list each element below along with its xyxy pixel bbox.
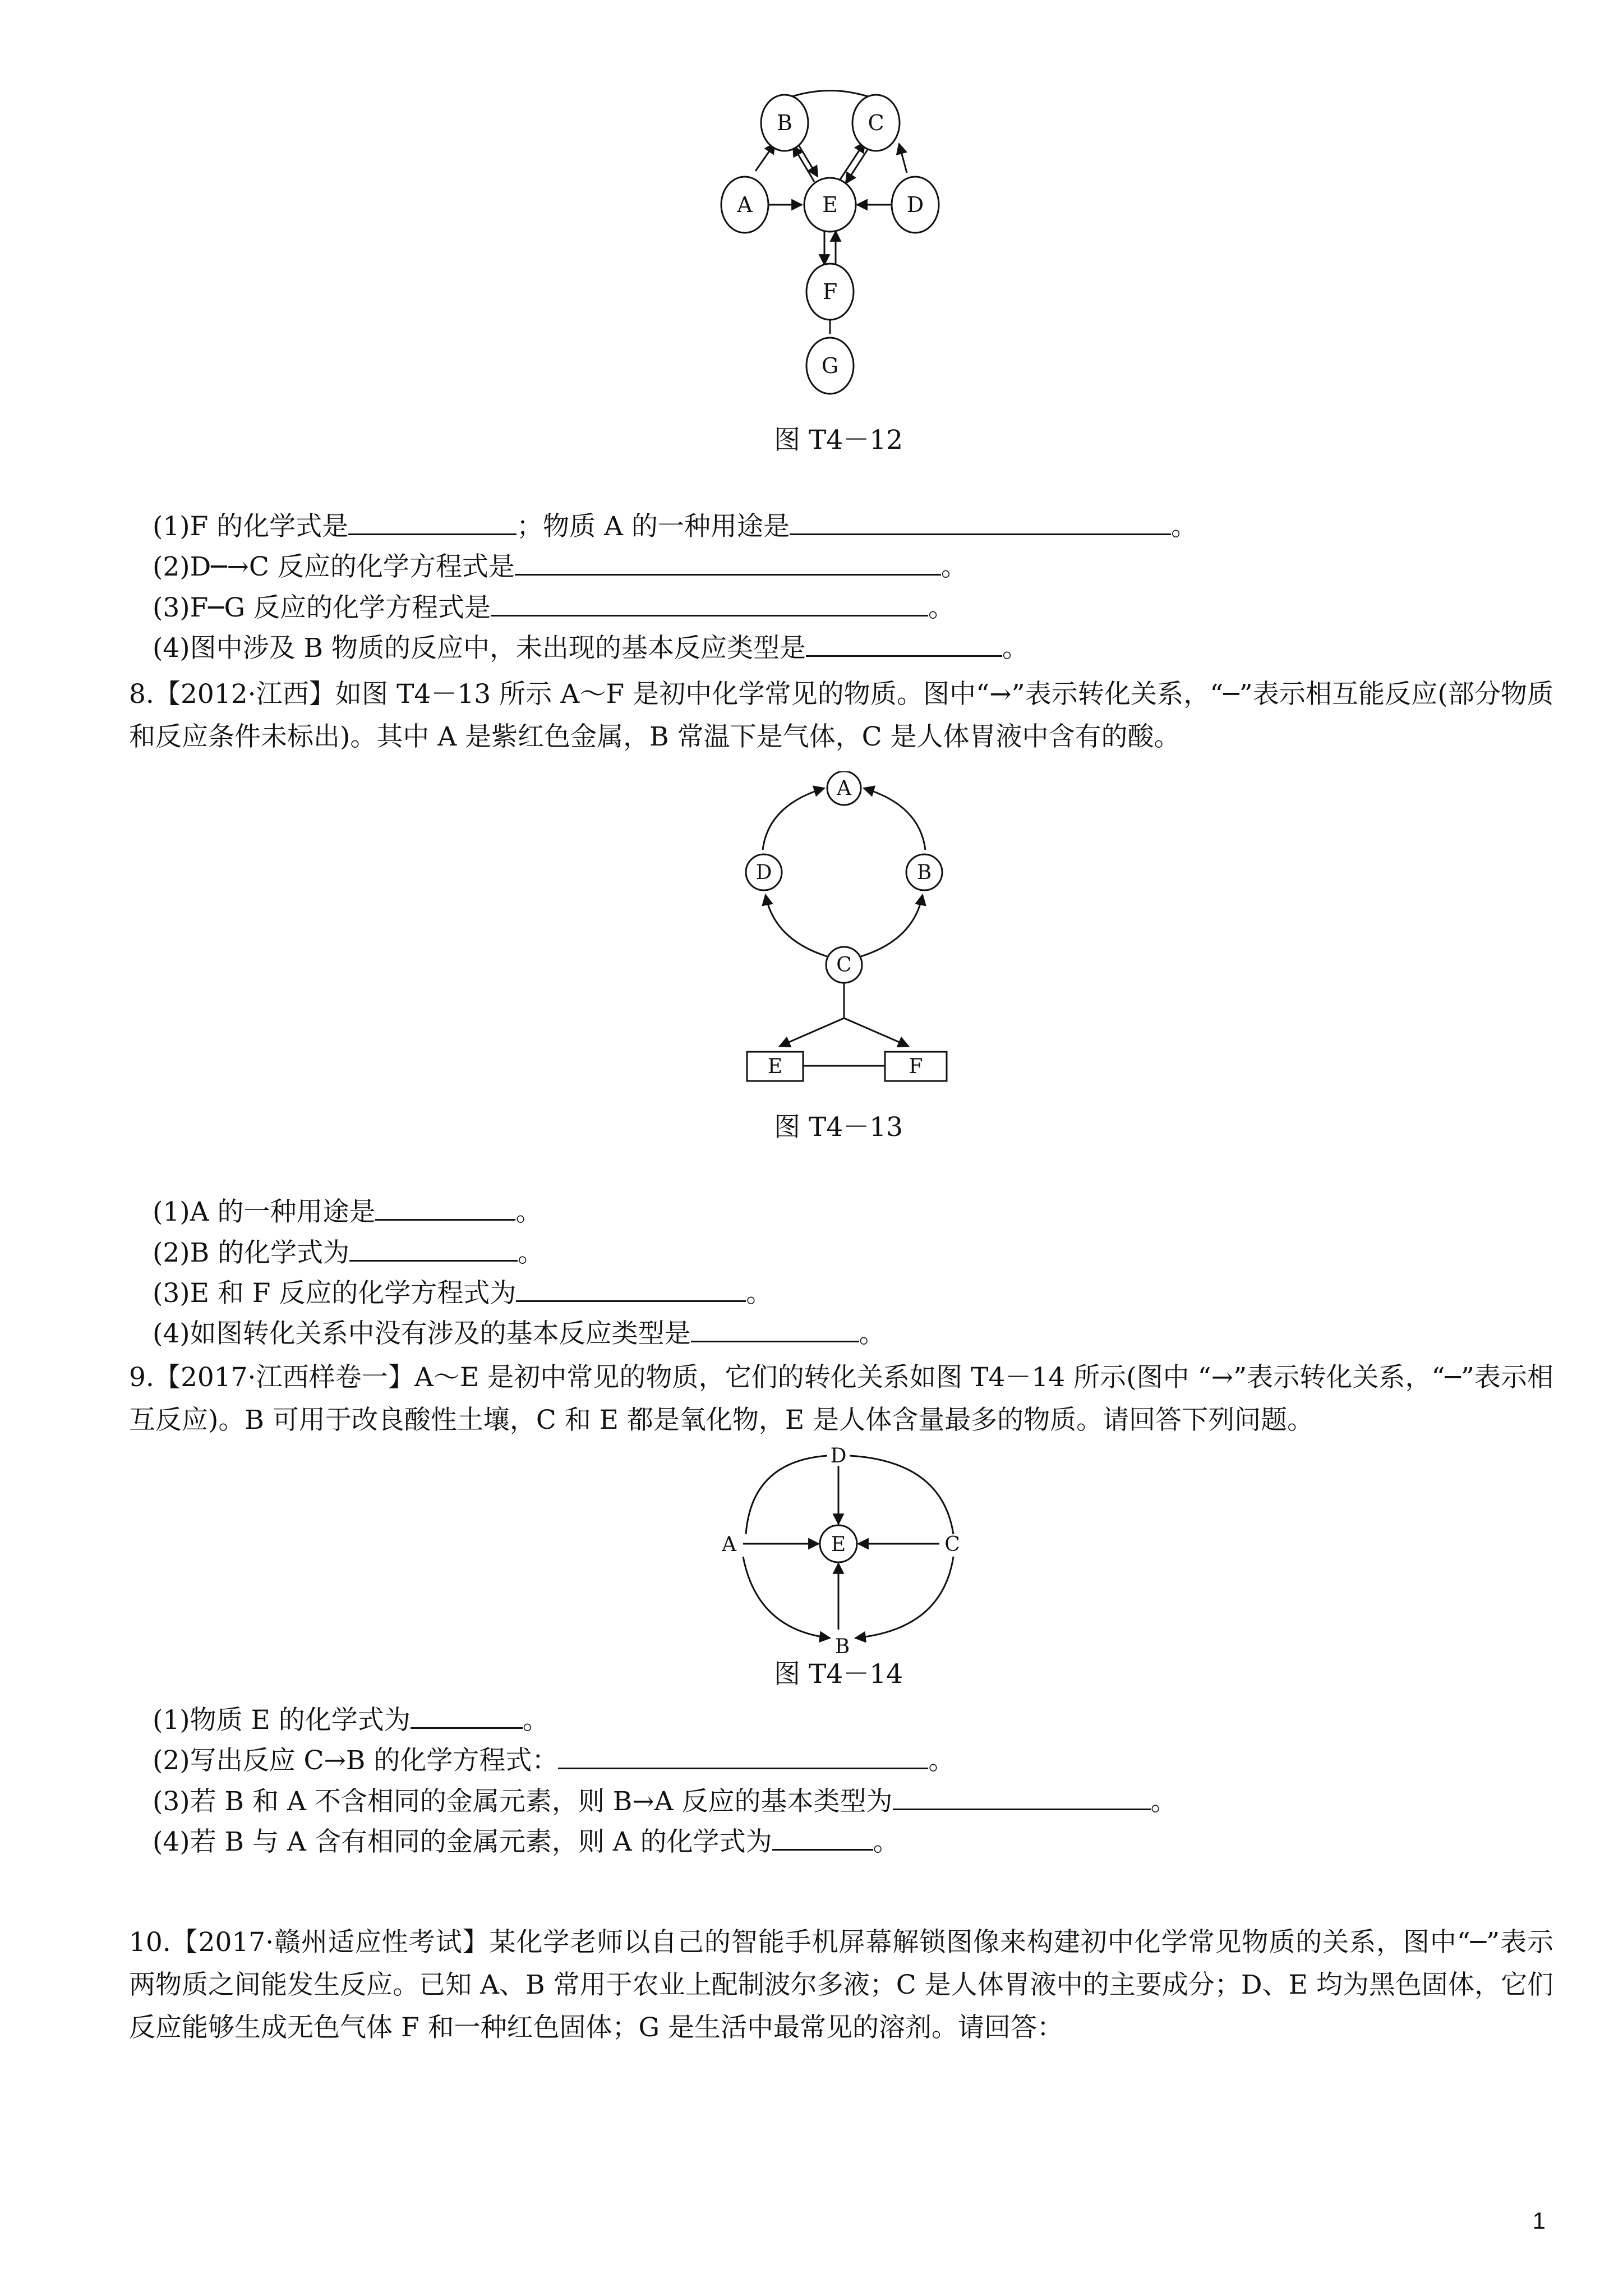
node-a: A xyxy=(722,1533,736,1556)
node-f: F xyxy=(822,279,838,304)
q10-stem: 10.【2017·赣州适应性考试】某化学老师以自己的智能手机屏幕解锁图像来构建初中化学常见物质的关系，图中“─”表示两物质之间能发生反应。已知 A、B 常用于农业上配制波尔多液；C 是人体胃液中的主要成分；D、E 均为黑色固体，它们反应能够生成无色气体 F 和一种红色固体；G 是生活中最常见的溶剂。请回答： xyxy=(129,1927,1553,2043)
q8-stem: 8.【2012·江西】如图 T4－13 所示 A～F 是初中化学常见的物质。图中“→”表示转化关系，“─”表示相互能反应(部分物质和反应条件未标出)。其中 A 是紫红色金属，B 常温下是气体，C 是人体胃液中含有的酸。 xyxy=(129,679,1553,752)
answer-blank[interactable] xyxy=(375,1193,515,1221)
node-c: C xyxy=(868,111,884,135)
figure-t4-13 xyxy=(740,771,965,1097)
node-e: E xyxy=(831,1533,846,1556)
q9-line-1: (1)物质 E 的化学式为 。 xyxy=(153,1701,549,1739)
node-a: A xyxy=(737,192,753,217)
node-b: B xyxy=(834,1635,850,1658)
figure-caption-t4-14: 图 T4－14 xyxy=(774,1659,903,1690)
node-f: F xyxy=(909,1055,923,1078)
q8-line-4: (4)如图转化关系中没有涉及的基本反应类型是 。 xyxy=(153,1315,886,1352)
node-g: G xyxy=(821,353,839,378)
answer-blank[interactable] xyxy=(893,1783,1151,1810)
figure-caption-t4-12: 图 T4－12 xyxy=(774,425,903,455)
q8-line-3: (3)E 和 F 反应的化学方程式为 。 xyxy=(153,1274,772,1312)
answer-blank[interactable] xyxy=(411,1701,523,1729)
node-c: C xyxy=(944,1533,960,1556)
answer-blank[interactable] xyxy=(515,548,941,576)
node-d: D xyxy=(755,861,772,884)
answer-blank[interactable] xyxy=(790,508,1171,535)
q8-line-1: (1)A 的一种用途是 。 xyxy=(153,1193,542,1231)
q8-line-2: (2)B 的化学式为 。 xyxy=(153,1234,544,1272)
answer-blank[interactable] xyxy=(772,1823,873,1851)
q9-stem: 9.【2017·江西样卷一】A～E 是初中常见的物质，它们的转化关系如图 T4－14 所示(图中 “→”表示转化关系，“─”表示相互反应)。B 可用于改良酸性土壤，C 和 E 都是氧化物，E 是人体含量最多的物质。请回答下列问题。 xyxy=(129,1362,1553,1435)
node-e: E xyxy=(767,1055,783,1078)
node-b: B xyxy=(777,111,792,135)
q7-line-1: (1)F 的化学式是 ；物质 A 的一种用途是 。 xyxy=(153,508,1197,545)
page-number: 1 xyxy=(1532,2207,1546,2234)
q9-line-4: (4)若 B 与 A 含有相同的金属元素，则 A 的化学式为 。 xyxy=(153,1823,900,1861)
answer-blank[interactable] xyxy=(516,1274,746,1302)
q9-line-2: (2)写出反应 C→B 的化学方程式： 。 xyxy=(153,1742,955,1779)
node-c: C xyxy=(836,954,852,977)
figure-caption-t4-13: 图 T4－13 xyxy=(774,1112,903,1143)
q7-line-4: (4)图中涉及 B 物质的反应中，未出现的基本反应类型是 。 xyxy=(153,629,1029,667)
node-a: A xyxy=(837,777,851,800)
q9-line-3: (3)若 B 和 A 不含相同的金属元素，则 B→A 反应的基本类型为 。 xyxy=(153,1783,1177,1820)
node-b: B xyxy=(916,861,932,884)
answer-blank[interactable] xyxy=(558,1742,928,1769)
answer-blank[interactable] xyxy=(691,1315,859,1342)
node-d: D xyxy=(906,192,924,217)
q7-line-2: (2)D─→C 反应的化学方程式是 。 xyxy=(153,548,967,586)
answer-blank[interactable] xyxy=(349,1234,518,1262)
answer-blank[interactable] xyxy=(348,508,517,535)
answer-blank[interactable] xyxy=(491,589,928,616)
figure-t4-12 xyxy=(718,84,942,398)
node-e: E xyxy=(822,192,838,217)
q7-line-3: (3)F─G 反应的化学方程式是 。 xyxy=(153,589,955,627)
node-d: D xyxy=(830,1444,847,1467)
answer-blank[interactable] xyxy=(806,629,1002,657)
figure-t4-14 xyxy=(718,1444,965,1658)
